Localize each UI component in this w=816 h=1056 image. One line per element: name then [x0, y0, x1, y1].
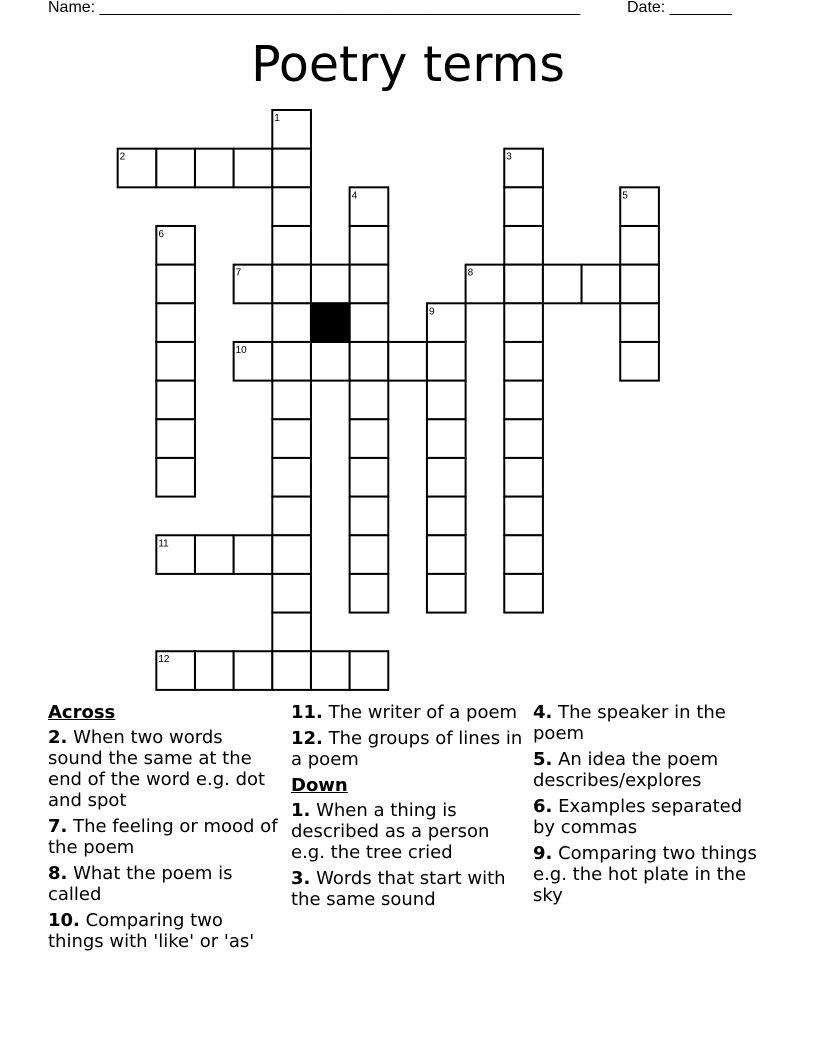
grid-cell[interactable] [311, 651, 350, 690]
grid-cell[interactable] [504, 342, 543, 381]
clue-across-11: 11. The writer of a poem [291, 702, 518, 723]
grid-cell[interactable] [272, 574, 311, 613]
grid-cell[interactable] [388, 342, 427, 381]
clue-column-2 [291, 702, 523, 915]
clue-column-1 [48, 702, 280, 957]
grid-cell[interactable] [234, 265, 273, 304]
clue-down-9: 9. Comparing two things e.g. the hot plate in the sky [533, 843, 757, 906]
grid-cell[interactable] [272, 458, 311, 497]
across-heading: Across [48, 702, 116, 723]
grid-cell[interactable] [504, 149, 543, 188]
grid-cell[interactable] [620, 303, 659, 342]
grid-cell[interactable] [620, 342, 659, 381]
grid-cell[interactable] [582, 265, 621, 304]
grid-cell[interactable] [427, 497, 466, 536]
grid-cell[interactable] [427, 458, 466, 497]
page-title: Poetry terms [251, 36, 565, 93]
grid-cell[interactable] [350, 419, 389, 458]
cell-number: 6 [158, 228, 164, 240]
grid-cell[interactable] [234, 342, 273, 381]
grid-cell[interactable] [504, 535, 543, 574]
grid-cell[interactable] [234, 651, 273, 690]
grid-cell[interactable] [195, 535, 234, 574]
grid-cell[interactable] [350, 303, 389, 342]
cell-number: 2 [119, 151, 126, 163]
grid-cell[interactable] [620, 187, 659, 226]
grid-cell[interactable] [504, 265, 543, 304]
clue-across-10: 10. Comparing two things with 'like' or 'as' [48, 910, 255, 952]
clue-across-12: 12. The groups of lines in a poem [291, 728, 523, 770]
grid-cell[interactable] [156, 381, 195, 420]
grid-cell[interactable] [156, 651, 195, 690]
grid-cell[interactable] [272, 613, 311, 652]
grid-cell[interactable] [311, 342, 350, 381]
cell-number: 4 [351, 190, 358, 202]
grid-cell[interactable] [504, 497, 543, 536]
cell-number: 1 [274, 113, 280, 124]
grid-cell[interactable] [272, 419, 311, 458]
cell-number: 7 [235, 267, 242, 279]
grid-cell[interactable] [350, 381, 389, 420]
name-field[interactable]: Name: ______________________________________________________ [48, 0, 581, 16]
grid-cell[interactable] [504, 226, 543, 265]
grid-cell[interactable] [195, 651, 234, 690]
grid-cell[interactable] [504, 419, 543, 458]
clue-across-2: 2. When two words sound the same at the end of the word e.g. dot and spot [48, 727, 266, 811]
grid-cell[interactable] [156, 265, 195, 304]
down-heading: Down [291, 775, 348, 796]
grid-cell[interactable] [504, 187, 543, 226]
grid-cell[interactable] [272, 226, 311, 265]
grid-cell[interactable] [427, 574, 466, 613]
cell-number: 3 [506, 151, 512, 163]
grid-cell[interactable] [350, 574, 389, 613]
cell-number: 9 [428, 306, 435, 318]
grid-cell[interactable] [272, 110, 311, 149]
grid-cell[interactable] [272, 303, 311, 342]
grid-cell[interactable] [427, 419, 466, 458]
grid-cell[interactable] [466, 265, 505, 304]
grid-cell[interactable] [118, 149, 157, 188]
grid-cell[interactable] [350, 458, 389, 497]
clue-down-4: 4. The speaker in the poem [533, 702, 726, 744]
clue-column-3 [533, 702, 765, 911]
clue-across-8: 8. What the poem is called [48, 863, 233, 905]
grid-cell[interactable] [272, 342, 311, 381]
grid-cell[interactable] [156, 535, 195, 574]
grid-cell[interactable] [427, 381, 466, 420]
cell-number: 5 [622, 190, 628, 202]
grid-cell[interactable] [350, 535, 389, 574]
grid-cell[interactable] [427, 342, 466, 381]
grid-cell[interactable] [272, 535, 311, 574]
cell-number: 12 [158, 654, 170, 666]
clue-down-3: 3. Words that start with the same sound [291, 868, 506, 910]
grid-cell[interactable] [620, 226, 659, 265]
grid-cell[interactable] [272, 497, 311, 536]
clue-across-7: 7. The feeling or mood of the poem [48, 816, 278, 858]
grid-cell[interactable] [504, 303, 543, 342]
grid-cell[interactable] [195, 149, 234, 188]
grid-cell[interactable] [272, 265, 311, 304]
grid-cell[interactable] [350, 187, 389, 226]
date-field[interactable]: Date: _______ [627, 0, 732, 16]
grid-cell[interactable] [234, 149, 273, 188]
grid-cell[interactable] [504, 381, 543, 420]
cell-number: 8 [467, 267, 474, 279]
blocked-cell [311, 303, 350, 342]
grid-cell[interactable] [504, 458, 543, 497]
clue-down-1: 1. When a thing is described as a person e.g. the tree cried [291, 800, 490, 863]
cell-number: 11 [158, 538, 169, 550]
grid-cell[interactable] [427, 535, 466, 574]
grid-cell[interactable] [543, 265, 582, 304]
grid-cell[interactable] [156, 303, 195, 342]
clue-down-6: 6. Examples separated by commas [533, 796, 743, 838]
cell-number: 10 [235, 344, 247, 356]
grid-cell[interactable] [350, 226, 389, 265]
grid-cell[interactable] [504, 574, 543, 613]
grid-cell[interactable] [156, 458, 195, 497]
clue-down-5: 5. An idea the poem describes/explores [533, 749, 719, 791]
grid-cell[interactable] [620, 265, 659, 304]
grid-cell[interactable] [350, 651, 389, 690]
grid-cell[interactable] [350, 265, 389, 304]
grid-cell[interactable] [272, 149, 311, 188]
grid-cell[interactable] [272, 381, 311, 420]
grid-cell[interactable] [156, 226, 195, 265]
grid-cell[interactable] [350, 342, 389, 381]
grid-cell[interactable] [272, 651, 311, 690]
grid-cell[interactable] [156, 149, 195, 188]
grid-cell[interactable] [156, 419, 195, 458]
grid-cell[interactable] [311, 265, 350, 304]
grid-cell[interactable] [234, 535, 273, 574]
grid-cell[interactable] [350, 497, 389, 536]
grid-cell[interactable] [427, 303, 466, 342]
grid-cell[interactable] [156, 342, 195, 381]
grid-cell[interactable] [272, 187, 311, 226]
